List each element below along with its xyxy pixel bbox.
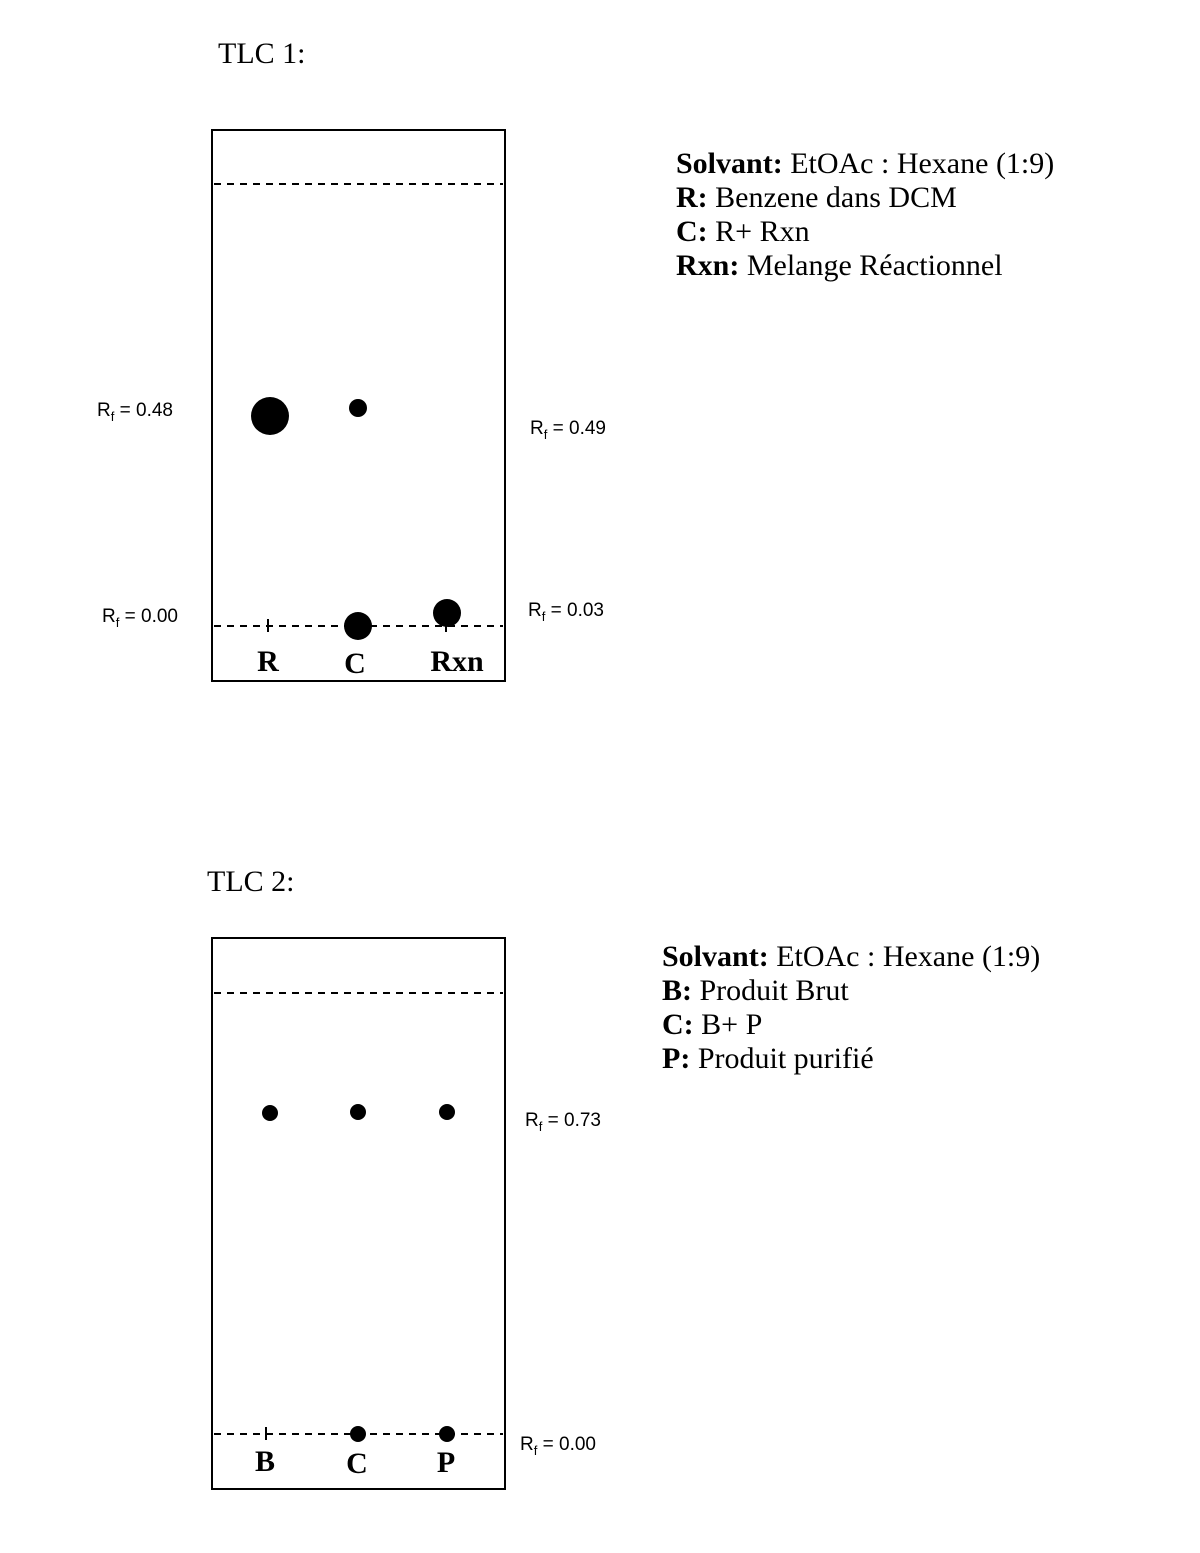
tlc1-rf-label-049: $R_f = 0.49$ <box>530 418 606 442</box>
tlc1-rf-label-048: $R_f = 0.48$ <box>97 400 173 424</box>
tlc1-lane-label-rxn: Rxn <box>430 645 484 678</box>
tlc2-legend-p: P: Produit purifié <box>662 1042 874 1075</box>
tlc1-spot-c-049 <box>349 399 367 417</box>
tlc2-group <box>207 865 1040 1489</box>
tlc1-legend <box>676 147 1054 282</box>
tlc1-spot-c-000 <box>344 612 372 640</box>
tlc2-spot-p-073 <box>439 1104 455 1120</box>
tlc1-title: TLC 1: <box>218 37 306 70</box>
tlc1-rf-label-003: $R_f = 0.03$ <box>528 600 604 624</box>
tlc2-spot-b-073 <box>262 1105 278 1121</box>
tlc1-lane-label-r: R <box>257 645 279 678</box>
tlc2-rf-label-000: $R_f = 0.00$ <box>520 1434 596 1458</box>
tlc2-lane-label-b: B <box>254 1445 276 1478</box>
tlc2-spot-c-000 <box>350 1426 366 1442</box>
tlc1-group <box>97 37 1054 681</box>
tlc2-lane-label-p: P <box>436 1446 456 1479</box>
tlc2-spot-c-073 <box>350 1104 366 1120</box>
tlc2-legend-c: C: B+ P <box>662 1008 763 1041</box>
tlc1-legend-c: C: R+ Rxn <box>676 215 810 248</box>
tlc2-plate <box>212 938 505 1489</box>
tlc1-rf-label-000: $R_f = 0.00$ <box>102 606 178 630</box>
tlc1-legend-solvant: Solvant: EtOAc : Hexane (1:9) <box>676 147 1055 180</box>
tlc1-spot-r-048 <box>251 397 289 435</box>
tlc1-legend-r: R: Benzene dans DCM <box>676 181 957 214</box>
tlc2-rf-label-073: $R_f = 0.73$ <box>525 1110 601 1134</box>
tlc1-lane-label-c: C <box>344 647 366 680</box>
tlc1-spot-rxn-003 <box>433 599 461 627</box>
tlc2-lane-label-c: C <box>346 1447 368 1480</box>
tlc2-legend-b: B: Produit Brut <box>662 974 849 1007</box>
tlc2-title: TLC 2: <box>207 865 295 898</box>
tlc2-spot-p-000 <box>439 1426 455 1442</box>
tlc2-legend-solvant: Solvant: EtOAc : Hexane (1:9) <box>662 940 1041 973</box>
tlc1-legend-rxn: Rxn: Melange Réactionnel <box>676 249 1003 282</box>
tlc2-legend <box>662 940 1040 1075</box>
